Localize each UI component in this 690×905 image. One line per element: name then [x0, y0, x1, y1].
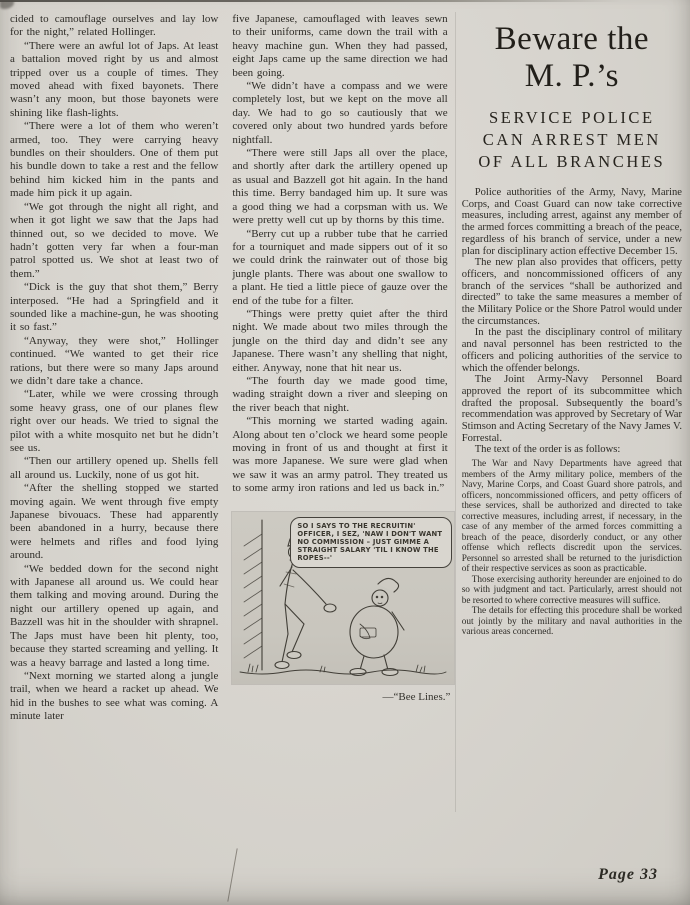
- paragraph: “There were an awful lot of Japs. At least a battalion moved right by us and almost tripped over us a couple of times. They moved ahead with fixed bayonets. There wasn’t any moon, but those bayonets were shining like flash-lights.: [10, 39, 219, 119]
- paragraph: “After the shelling stopped we started moving again. We went through five empty Japanese bivouacs. These had apparently been abandoned in a hurry, because there were helmets and rifles and food lying around.: [10, 482, 219, 562]
- article-subhead: [462, 107, 682, 173]
- paragraph: The War and Navy Departments have agreed that members of the Army military police, members of the Navy, Marine Corps, and Coast Guard shore patrols, and officers, noncommissioned officers, and petty officers of these services, shall be authorized and directed to take corrective measures, including arrest, if necessary, in the case of any member of the armed forces committing a breach of the peace, disorderly conduct, or any other offense which reflects discredit upon the services. Personnel so arrested shall be returned to the jurisdiction of their respective services as soon as practicable.: [461, 459, 682, 575]
- paragraph: The text of the order is as follows:: [474, 444, 621, 456]
- headline-line-1: Beware the: [494, 21, 650, 57]
- paragraph: Those exercising authority hereunder are enjoined to do so with judgment and tact. Particularly, arrest should not be resorted to where corrective measures will suffice.: [461, 574, 682, 606]
- subhead-line: OF ALL BRANCHES: [478, 152, 666, 171]
- paragraph: “There were still Japs all over the place, and shortly after dark the artillery opened up as usual and Bazzell got hit again. In the hand this time. Berry bandaged him up. It sure was a good thing we had a corpsman with us. We were pretty well cut up by thorns by this time.: [232, 147, 448, 227]
- cartoon-caption: —“Bee Lines.”: [382, 690, 451, 703]
- paragraph: The new plan also provides that officers, petty officers, and noncommissioned officers of any branch of the services “shall be authorized and directed” to take the same measures a member of the Military Police or the Shore Patrol would under the circumstances.: [461, 257, 682, 327]
- subhead-line: CAN ARREST MEN: [482, 130, 661, 149]
- cartoon-speech-bubble: SO I SAYS TO THE RECRUITIN' OFFICER, I SEZ, 'NAW I DON'T WANT NO COMMISSION – JUST GIMME A STRAIGHT SALARY 'TIL I KNOW THE ROPES--': [290, 517, 452, 568]
- paragraph: “Anyway, they were shot,” Hollinger continued. “We wanted to get their rice rations, but there were so many Japs around we didn’t dare take a chance.: [10, 334, 219, 387]
- cartoon-panel: [232, 512, 454, 684]
- paragraph: “The fourth day we made good time, wading straight down a river and sleeping on the river beach that night.: [232, 374, 448, 414]
- headline-line-2: M. P.’s: [524, 58, 619, 94]
- paragraph: “We didn’t have a compass and we were completely lost, but we kept on the move all day. We had to go so cautiously that we covered only about two hundred yards before nightfall.: [232, 80, 448, 146]
- story-left-paragraphs: [10, 13, 218, 724]
- paragraph: “Later, while we were crossing through some heavy grass, one of our planes flew right over our heads. We tried to signal the pilot with a white mosquito net but he didn’t see us.: [10, 388, 219, 454]
- paragraph: “There were a lot of them who weren’t armed, too. They were carrying heavy bundles on their shoulders. One of them put his bundle down to take a rest and the fellow behind him kicked him in the pants and made him pick it up again.: [10, 120, 219, 200]
- paragraph: “Next morning we started along a jungle trail, when we heard a racket up ahead. We hid in the bushes to see what was coming. A minute later: [10, 669, 219, 723]
- paragraph: “We bedded down for the second night with Japanese all around us. We could hear them talking and moving around. During the night our artillery opened up again, and Bazzell was hit in the shoulder with shrapnel. The Japs must have been hit plenty, too, because they started screaming and yelling. It was a heavy barrage and lasted a long time.: [10, 562, 219, 669]
- paragraph: cided to camouflage ourselves and lay low for the night,” related Hollinger.: [10, 13, 219, 39]
- paragraph: The Joint Army-Navy Personnel Board approved the report of its subcommittee which drafted the proposal. Subsequently the board’s recommendation was approved by Secretary of War Stimson and Acting Secretary of the Navy James V. Forrestal.: [461, 374, 682, 444]
- paragraph: “Things were pretty quiet after the third night. We made about two miles through the jungle on the third day and didn’t see any Japanese. There wasn’t any shelling that night, either. Anyway, none that hit near us.: [232, 307, 448, 374]
- middle-column: [232, 13, 451, 724]
- page-number: Page 33: [598, 866, 658, 883]
- paragraph: “Dick is the guy that shot them,” Berry interposed. “He had a Springfield and it sounded like a machine-gun, he was shooting it so fast.”: [10, 281, 219, 334]
- subhead-line: SERVICE POLICE: [488, 108, 655, 127]
- paragraph: “Then our artillery opened up. Shells fell all around us. Luckily, none of us got hit.: [10, 455, 219, 481]
- paragraph: In the past the disciplinary control of military and naval personnel has been restricted to the officers and policing authorities of the service to which the offender belongs.: [461, 327, 682, 374]
- paragraph: Police authorities of the Army, Navy, Marine Corps, and Coast Guard can now take corrective measures, including arrest, against any member of the armed forces committing a breach of the peace, regardless of his branch of service, under a new plan for disciplinary action effective December 15.: [461, 187, 682, 257]
- paragraph: “This morning we started wading again. Along about ten o’clock we heard some people moving in front of us and thought at first it was more Japanese. We sure were glad when we saw it was an army patrol. They treated us to some army iron rations and led us back in.”: [232, 415, 448, 495]
- article-body-paragraphs: [462, 187, 682, 456]
- scratch-artifact: [227, 848, 237, 901]
- paragraph: “We got through the night all right, and when it got light we saw that the Japs had thinned out, so we decided to move. We hadn’t gotten very far when a four-man patrol spotted us. We shot at least two of them.”: [10, 200, 219, 280]
- story-middle-paragraphs: [232, 13, 447, 496]
- paragraph: “Berry cut up a rubber tube that he carried for a tourniquet and made sippers out of it so we could drink the rainwater out of those big jungle plants. There was about one swallow to a plant. He tied a little piece of gauze over the end of the tube for a filter.: [232, 227, 448, 307]
- left-column: [10, 13, 218, 724]
- cartoon-block: [232, 512, 454, 703]
- article-headline: [462, 21, 682, 95]
- paragraph: The details for effecting this procedure shall be worked out jointly by the military and naval authorities in the various areas concerned.: [461, 606, 682, 638]
- paragraph: five Japanese, camouflaged with leaves sewn to their uniforms, came down the trail with a heavy machine gun. When they had passed, eight Japs came up the same direction we had been going.: [232, 13, 448, 79]
- right-column: [462, 13, 682, 724]
- order-text-paragraphs: [462, 459, 682, 638]
